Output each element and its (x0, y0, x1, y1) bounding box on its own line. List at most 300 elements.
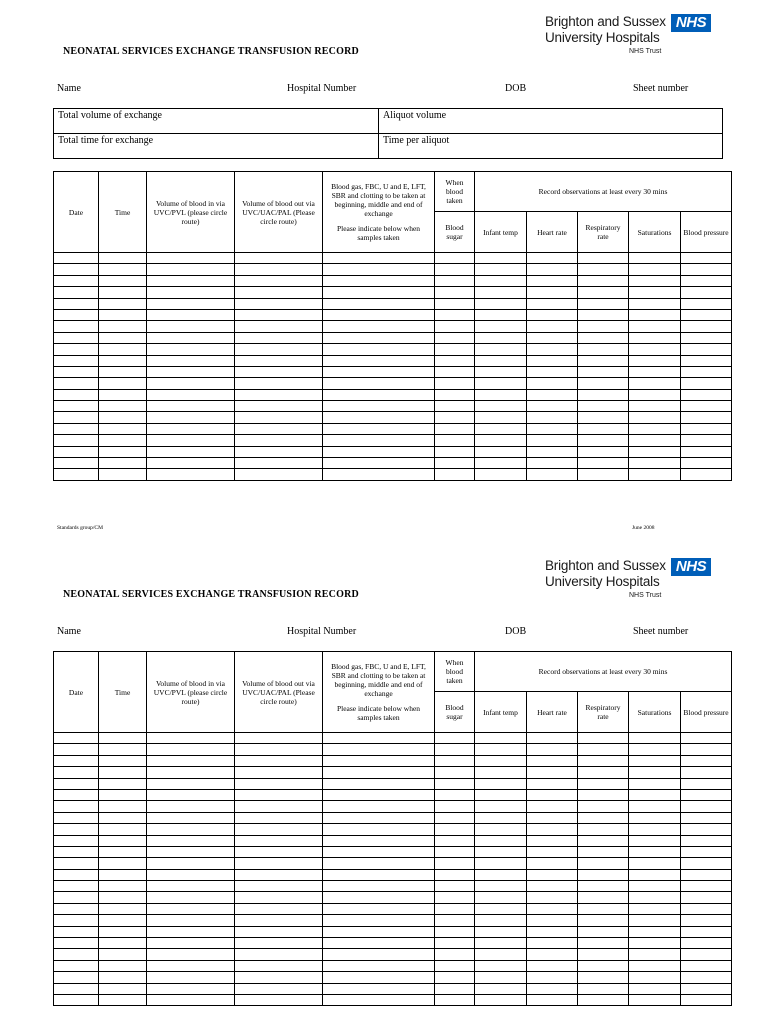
total-volume-field[interactable]: Total volume of exchange (54, 109, 379, 134)
entry-cell[interactable] (629, 915, 681, 926)
entry-cell[interactable] (578, 287, 629, 298)
entry-cell[interactable] (235, 846, 323, 857)
entry-cell[interactable] (435, 881, 475, 892)
entry-cell[interactable] (629, 389, 681, 400)
entry-cell[interactable] (147, 926, 235, 937)
entry-cell[interactable] (435, 903, 475, 914)
entry-cell[interactable] (681, 846, 732, 857)
entry-cell[interactable] (578, 903, 629, 914)
entry-cell[interactable] (435, 355, 475, 366)
entry-cell[interactable] (323, 869, 435, 880)
entry-cell[interactable] (527, 253, 578, 264)
entry-cell[interactable] (54, 994, 99, 1005)
entry-cell[interactable] (323, 378, 435, 389)
entry-cell[interactable] (235, 446, 323, 457)
entry-cell[interactable] (629, 253, 681, 264)
entry-cell[interactable] (323, 972, 435, 983)
entry-cell[interactable] (578, 744, 629, 755)
entry-cell[interactable] (147, 321, 235, 332)
entry-cell[interactable] (629, 275, 681, 286)
entry-cell[interactable] (54, 298, 99, 309)
entry-cell[interactable] (629, 287, 681, 298)
entry-cell[interactable] (323, 435, 435, 446)
entry-cell[interactable] (99, 275, 147, 286)
entry-cell[interactable] (323, 458, 435, 469)
entry-cell[interactable] (235, 801, 323, 812)
entry-cell[interactable] (147, 253, 235, 264)
entry-cell[interactable] (54, 915, 99, 926)
entry-cell[interactable] (323, 355, 435, 366)
entry-cell[interactable] (435, 926, 475, 937)
entry-cell[interactable] (629, 926, 681, 937)
entry-cell[interactable] (475, 801, 527, 812)
entry-cell[interactable] (435, 458, 475, 469)
entry-cell[interactable] (323, 926, 435, 937)
entry-cell[interactable] (681, 309, 732, 320)
entry-cell[interactable] (681, 994, 732, 1005)
entry-cell[interactable] (629, 778, 681, 789)
entry-cell[interactable] (527, 344, 578, 355)
entry-cell[interactable] (99, 378, 147, 389)
entry-cell[interactable] (475, 767, 527, 778)
entry-cell[interactable] (235, 401, 323, 412)
entry-cell[interactable] (99, 801, 147, 812)
entry-cell[interactable] (475, 744, 527, 755)
entry-cell[interactable] (527, 903, 578, 914)
entry-cell[interactable] (147, 332, 235, 343)
entry-cell[interactable] (54, 435, 99, 446)
entry-cell[interactable] (681, 378, 732, 389)
entry-cell[interactable] (578, 344, 629, 355)
entry-cell[interactable] (475, 366, 527, 377)
entry-cell[interactable] (54, 332, 99, 343)
entry-cell[interactable] (54, 355, 99, 366)
entry-cell[interactable] (681, 801, 732, 812)
entry-cell[interactable] (54, 321, 99, 332)
entry-cell[interactable] (435, 892, 475, 903)
entry-cell[interactable] (475, 378, 527, 389)
entry-cell[interactable] (435, 835, 475, 846)
entry-cell[interactable] (323, 287, 435, 298)
entry-cell[interactable] (527, 389, 578, 400)
entry-cell[interactable] (147, 835, 235, 846)
entry-cell[interactable] (527, 949, 578, 960)
entry-cell[interactable] (435, 994, 475, 1005)
entry-cell[interactable] (578, 801, 629, 812)
entry-cell[interactable] (578, 275, 629, 286)
entry-cell[interactable] (147, 366, 235, 377)
entry-cell[interactable] (147, 915, 235, 926)
entry-cell[interactable] (681, 401, 732, 412)
entry-cell[interactable] (235, 275, 323, 286)
entry-cell[interactable] (629, 846, 681, 857)
entry-cell[interactable] (99, 858, 147, 869)
entry-cell[interactable] (578, 869, 629, 880)
entry-cell[interactable] (681, 366, 732, 377)
entry-cell[interactable] (147, 846, 235, 857)
entry-cell[interactable] (578, 892, 629, 903)
entry-cell[interactable] (578, 733, 629, 744)
entry-cell[interactable] (99, 846, 147, 857)
entry-cell[interactable] (99, 366, 147, 377)
entry-cell[interactable] (435, 801, 475, 812)
entry-cell[interactable] (323, 801, 435, 812)
entry-cell[interactable] (578, 401, 629, 412)
entry-cell[interactable] (99, 287, 147, 298)
entry-cell[interactable] (147, 435, 235, 446)
entry-cell[interactable] (629, 744, 681, 755)
entry-cell[interactable] (475, 789, 527, 800)
entry-cell[interactable] (681, 755, 732, 766)
entry-cell[interactable] (323, 332, 435, 343)
entry-cell[interactable] (527, 789, 578, 800)
entry-cell[interactable] (578, 321, 629, 332)
entry-cell[interactable] (681, 972, 732, 983)
entry-cell[interactable] (99, 435, 147, 446)
entry-cell[interactable] (99, 835, 147, 846)
entry-cell[interactable] (147, 458, 235, 469)
entry-cell[interactable] (54, 446, 99, 457)
entry-cell[interactable] (435, 733, 475, 744)
entry-cell[interactable] (99, 994, 147, 1005)
entry-cell[interactable] (527, 321, 578, 332)
entry-cell[interactable] (681, 298, 732, 309)
entry-cell[interactable] (99, 298, 147, 309)
entry-cell[interactable] (475, 892, 527, 903)
entry-cell[interactable] (527, 733, 578, 744)
entry-cell[interactable] (54, 846, 99, 857)
entry-cell[interactable] (681, 412, 732, 423)
entry-cell[interactable] (475, 469, 527, 480)
entry-cell[interactable] (147, 744, 235, 755)
entry-cell[interactable] (527, 469, 578, 480)
entry-cell[interactable] (578, 778, 629, 789)
entry-cell[interactable] (99, 767, 147, 778)
entry-cell[interactable] (147, 344, 235, 355)
entry-cell[interactable] (475, 332, 527, 343)
entry-cell[interactable] (54, 835, 99, 846)
entry-cell[interactable] (681, 332, 732, 343)
entry-cell[interactable] (435, 789, 475, 800)
entry-cell[interactable] (54, 378, 99, 389)
entry-cell[interactable] (435, 960, 475, 971)
entry-cell[interactable] (527, 846, 578, 857)
entry-cell[interactable] (475, 994, 527, 1005)
entry-cell[interactable] (629, 733, 681, 744)
entry-cell[interactable] (527, 755, 578, 766)
entry-cell[interactable] (681, 321, 732, 332)
entry-cell[interactable] (147, 355, 235, 366)
entry-cell[interactable] (629, 355, 681, 366)
entry-cell[interactable] (475, 287, 527, 298)
entry-cell[interactable] (681, 938, 732, 949)
entry-cell[interactable] (578, 378, 629, 389)
entry-cell[interactable] (681, 469, 732, 480)
entry-cell[interactable] (681, 344, 732, 355)
entry-cell[interactable] (527, 298, 578, 309)
entry-cell[interactable] (578, 983, 629, 994)
entry-cell[interactable] (147, 789, 235, 800)
entry-cell[interactable] (235, 938, 323, 949)
entry-cell[interactable] (475, 972, 527, 983)
entry-cell[interactable] (435, 846, 475, 857)
entry-cell[interactable] (681, 355, 732, 366)
entry-cell[interactable] (527, 435, 578, 446)
entry-cell[interactable] (527, 309, 578, 320)
entry-cell[interactable] (475, 275, 527, 286)
entry-cell[interactable] (323, 321, 435, 332)
entry-cell[interactable] (54, 344, 99, 355)
entry-cell[interactable] (629, 994, 681, 1005)
entry-cell[interactable] (681, 812, 732, 823)
entry-cell[interactable] (99, 938, 147, 949)
entry-cell[interactable] (527, 858, 578, 869)
entry-cell[interactable] (681, 733, 732, 744)
entry-cell[interactable] (629, 789, 681, 800)
entry-cell[interactable] (323, 789, 435, 800)
entry-cell[interactable] (435, 767, 475, 778)
entry-cell[interactable] (435, 755, 475, 766)
entry-cell[interactable] (435, 389, 475, 400)
entry-cell[interactable] (527, 778, 578, 789)
entry-cell[interactable] (435, 778, 475, 789)
entry-cell[interactable] (323, 309, 435, 320)
entry-cell[interactable] (323, 446, 435, 457)
entry-cell[interactable] (681, 926, 732, 937)
entry-cell[interactable] (629, 767, 681, 778)
entry-cell[interactable] (527, 835, 578, 846)
entry-cell[interactable] (147, 264, 235, 275)
entry-cell[interactable] (527, 972, 578, 983)
entry-cell[interactable] (475, 869, 527, 880)
entry-cell[interactable] (629, 869, 681, 880)
entry-cell[interactable] (681, 881, 732, 892)
entry-cell[interactable] (681, 960, 732, 971)
entry-cell[interactable] (475, 778, 527, 789)
entry-cell[interactable] (527, 423, 578, 434)
entry-cell[interactable] (235, 332, 323, 343)
entry-cell[interactable] (681, 446, 732, 457)
entry-cell[interactable] (435, 366, 475, 377)
entry-cell[interactable] (475, 915, 527, 926)
entry-cell[interactable] (54, 869, 99, 880)
entry-cell[interactable] (435, 332, 475, 343)
entry-cell[interactable] (578, 435, 629, 446)
entry-cell[interactable] (629, 423, 681, 434)
entry-cell[interactable] (323, 892, 435, 903)
entry-cell[interactable] (323, 824, 435, 835)
entry-cell[interactable] (475, 938, 527, 949)
entry-cell[interactable] (475, 835, 527, 846)
entry-cell[interactable] (475, 435, 527, 446)
entry-cell[interactable] (54, 469, 99, 480)
entry-cell[interactable] (578, 858, 629, 869)
entry-cell[interactable] (527, 938, 578, 949)
entry-cell[interactable] (147, 778, 235, 789)
entry-cell[interactable] (578, 824, 629, 835)
entry-cell[interactable] (235, 892, 323, 903)
entry-cell[interactable] (435, 412, 475, 423)
entry-cell[interactable] (99, 755, 147, 766)
entry-cell[interactable] (235, 915, 323, 926)
entry-cell[interactable] (435, 972, 475, 983)
entry-cell[interactable] (681, 983, 732, 994)
entry-cell[interactable] (54, 858, 99, 869)
entry-cell[interactable] (527, 915, 578, 926)
entry-cell[interactable] (147, 858, 235, 869)
entry-cell[interactable] (54, 275, 99, 286)
entry-cell[interactable] (629, 949, 681, 960)
entry-cell[interactable] (54, 389, 99, 400)
entry-cell[interactable] (54, 824, 99, 835)
entry-cell[interactable] (147, 275, 235, 286)
entry-cell[interactable] (527, 458, 578, 469)
entry-cell[interactable] (54, 733, 99, 744)
entry-cell[interactable] (578, 949, 629, 960)
entry-cell[interactable] (235, 960, 323, 971)
entry-cell[interactable] (99, 321, 147, 332)
entry-cell[interactable] (578, 355, 629, 366)
entry-cell[interactable] (578, 835, 629, 846)
entry-cell[interactable] (629, 858, 681, 869)
entry-cell[interactable] (235, 355, 323, 366)
entry-cell[interactable] (147, 801, 235, 812)
entry-cell[interactable] (235, 733, 323, 744)
entry-cell[interactable] (475, 983, 527, 994)
entry-cell[interactable] (681, 275, 732, 286)
entry-cell[interactable] (54, 801, 99, 812)
entry-cell[interactable] (54, 412, 99, 423)
entry-cell[interactable] (147, 446, 235, 457)
entry-cell[interactable] (681, 458, 732, 469)
entry-cell[interactable] (235, 778, 323, 789)
entry-cell[interactable] (527, 812, 578, 823)
entry-cell[interactable] (323, 835, 435, 846)
entry-cell[interactable] (323, 938, 435, 949)
entry-cell[interactable] (629, 309, 681, 320)
entry-cell[interactable] (323, 960, 435, 971)
entry-cell[interactable] (578, 881, 629, 892)
entry-cell[interactable] (99, 949, 147, 960)
entry-cell[interactable] (435, 949, 475, 960)
entry-cell[interactable] (629, 938, 681, 949)
entry-cell[interactable] (527, 264, 578, 275)
entry-cell[interactable] (99, 789, 147, 800)
entry-cell[interactable] (54, 755, 99, 766)
entry-cell[interactable] (578, 994, 629, 1005)
entry-cell[interactable] (235, 903, 323, 914)
entry-cell[interactable] (54, 287, 99, 298)
entry-cell[interactable] (681, 892, 732, 903)
entry-cell[interactable] (54, 309, 99, 320)
entry-cell[interactable] (235, 789, 323, 800)
entry-cell[interactable] (147, 733, 235, 744)
entry-cell[interactable] (323, 858, 435, 869)
entry-cell[interactable] (235, 755, 323, 766)
entry-cell[interactable] (475, 298, 527, 309)
entry-cell[interactable] (527, 767, 578, 778)
entry-cell[interactable] (99, 264, 147, 275)
entry-cell[interactable] (475, 733, 527, 744)
entry-cell[interactable] (475, 412, 527, 423)
entry-cell[interactable] (435, 344, 475, 355)
entry-cell[interactable] (475, 458, 527, 469)
entry-cell[interactable] (629, 835, 681, 846)
entry-cell[interactable] (99, 915, 147, 926)
entry-cell[interactable] (235, 253, 323, 264)
entry-cell[interactable] (235, 435, 323, 446)
entry-cell[interactable] (54, 458, 99, 469)
entry-cell[interactable] (578, 298, 629, 309)
entry-cell[interactable] (475, 960, 527, 971)
entry-cell[interactable] (681, 789, 732, 800)
entry-cell[interactable] (629, 332, 681, 343)
entry-cell[interactable] (527, 446, 578, 457)
entry-cell[interactable] (54, 938, 99, 949)
entry-cell[interactable] (527, 960, 578, 971)
entry-cell[interactable] (475, 858, 527, 869)
entry-cell[interactable] (235, 824, 323, 835)
entry-cell[interactable] (435, 435, 475, 446)
entry-cell[interactable] (475, 846, 527, 857)
entry-cell[interactable] (323, 412, 435, 423)
entry-cell[interactable] (147, 287, 235, 298)
entry-cell[interactable] (323, 366, 435, 377)
entry-cell[interactable] (147, 469, 235, 480)
entry-cell[interactable] (435, 264, 475, 275)
entry-cell[interactable] (435, 287, 475, 298)
entry-cell[interactable] (681, 264, 732, 275)
entry-cell[interactable] (235, 972, 323, 983)
entry-cell[interactable] (475, 755, 527, 766)
entry-cell[interactable] (681, 435, 732, 446)
entry-cell[interactable] (323, 778, 435, 789)
entry-cell[interactable] (475, 309, 527, 320)
entry-cell[interactable] (99, 960, 147, 971)
entry-cell[interactable] (99, 355, 147, 366)
entry-cell[interactable] (629, 366, 681, 377)
entry-cell[interactable] (323, 733, 435, 744)
entry-cell[interactable] (435, 938, 475, 949)
entry-cell[interactable] (99, 458, 147, 469)
entry-cell[interactable] (578, 253, 629, 264)
entry-cell[interactable] (527, 355, 578, 366)
entry-cell[interactable] (435, 321, 475, 332)
entry-cell[interactable] (235, 469, 323, 480)
entry-cell[interactable] (54, 423, 99, 434)
entry-cell[interactable] (629, 755, 681, 766)
entry-cell[interactable] (235, 309, 323, 320)
entry-cell[interactable] (235, 298, 323, 309)
entry-cell[interactable] (527, 412, 578, 423)
entry-cell[interactable] (235, 458, 323, 469)
entry-cell[interactable] (99, 881, 147, 892)
entry-cell[interactable] (578, 412, 629, 423)
entry-cell[interactable] (147, 903, 235, 914)
entry-cell[interactable] (681, 835, 732, 846)
entry-cell[interactable] (475, 423, 527, 434)
entry-cell[interactable] (527, 994, 578, 1005)
entry-cell[interactable] (235, 412, 323, 423)
entry-cell[interactable] (99, 469, 147, 480)
entry-cell[interactable] (54, 401, 99, 412)
entry-cell[interactable] (435, 253, 475, 264)
entry-cell[interactable] (323, 915, 435, 926)
entry-cell[interactable] (578, 332, 629, 343)
entry-cell[interactable] (435, 869, 475, 880)
entry-cell[interactable] (147, 309, 235, 320)
entry-cell[interactable] (435, 744, 475, 755)
